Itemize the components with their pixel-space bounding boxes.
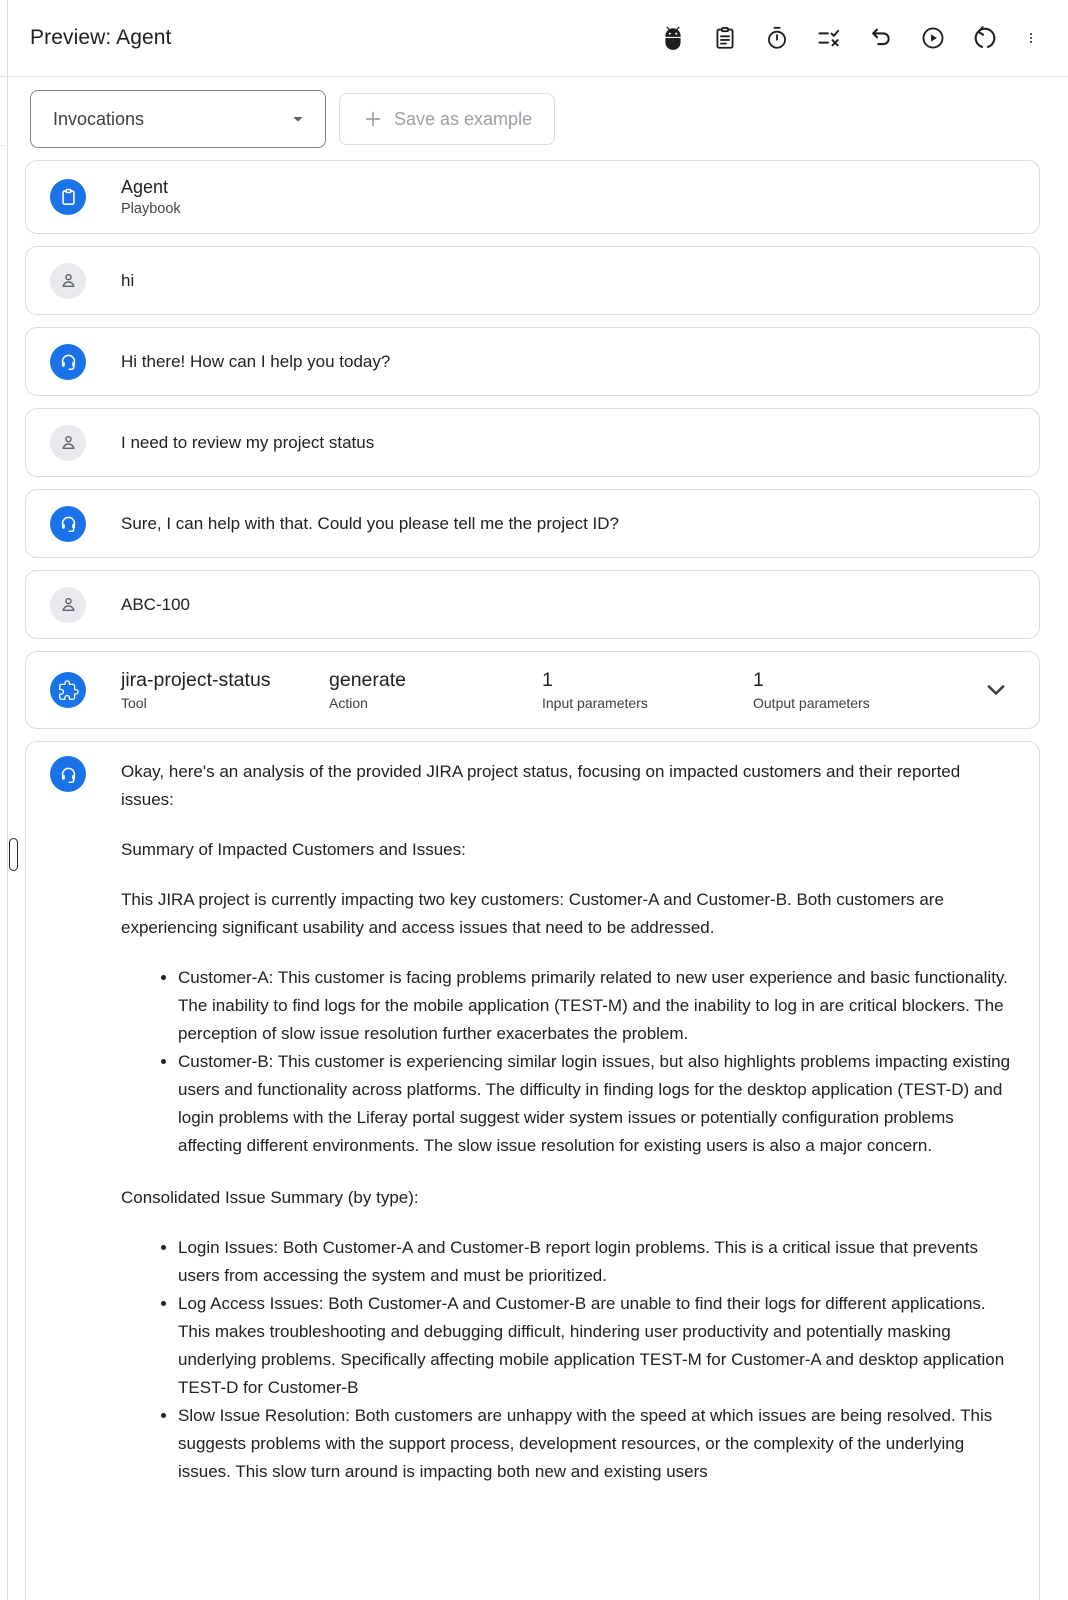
clipboard-icon: [58, 187, 79, 208]
timer-icon[interactable]: [764, 25, 790, 51]
customer-bullet-list: [121, 964, 1011, 1160]
play-circle-icon[interactable]: [920, 25, 946, 51]
response-summary-paragraph: This JIRA project is currently impacting two key customers: Customer-A and Customer-B. Both customers are experiencing significant usability and access issues that need to be addressed.: [121, 890, 944, 937]
message-text: I need to review my project status: [121, 432, 375, 452]
bullet-item: • Customer-B: This customer is experiencing similar login issues, but also highlights problems impacting existing users and functionality across platforms. The difficulty in finding logs for the desktop application (TEST-D) and login problems with the Liferay portal suggest wider system issues or potentially configuration problems affecting different environments. The slow issue resolution for existing users is also a major concern.: [178, 1048, 1011, 1160]
output-params-column: [753, 669, 870, 711]
user-message-card[interactable]: [25, 408, 1040, 477]
user-message-card[interactable]: [25, 570, 1040, 639]
agent-response-card[interactable]: [25, 741, 1040, 1600]
restart-icon[interactable]: [972, 25, 998, 51]
panel-resize-handle[interactable]: [9, 838, 18, 871]
tool-name-label: Tool: [121, 695, 147, 711]
tool-name-column: [121, 669, 329, 711]
output-params-count: 1: [753, 669, 764, 691]
agent-response-text: [121, 758, 1011, 1510]
action-name: generate: [329, 669, 406, 691]
panel-left-border: [7, 0, 8, 1600]
background-divider: [0, 145, 8, 146]
response-summary-heading: Summary of Impacted Customers and Issues:: [121, 840, 466, 859]
playbook-card[interactable]: [25, 160, 1040, 234]
save-as-example-button[interactable]: [339, 93, 555, 145]
message-text: ABC-100: [121, 594, 190, 614]
input-params-count: 1: [542, 669, 553, 691]
headset-icon: [58, 513, 79, 534]
plus-icon: [362, 108, 384, 130]
person-icon: [58, 594, 79, 615]
response-consolidated-heading: Consolidated Issue Summary (by type):: [121, 1188, 419, 1207]
message-text: Hi there! How can I help you today?: [121, 351, 391, 371]
chevron-down-icon[interactable]: [981, 675, 1011, 705]
headset-icon: [58, 351, 79, 372]
event-list-icon[interactable]: [712, 25, 738, 51]
page-title: Preview: Agent: [30, 26, 172, 49]
agent-message-card[interactable]: [25, 489, 1040, 558]
message-text: Sure, I can help with that. Could you please tell me the project ID?: [121, 513, 619, 533]
person-icon: [58, 432, 79, 453]
action-label: Action: [329, 695, 368, 711]
extension-puzzle-icon: [58, 680, 79, 701]
user-message-card[interactable]: [25, 246, 1040, 315]
headset-icon: [58, 764, 79, 785]
bullet-item: • Customer-A: This customer is facing problems primarily related to new user experience and basic functionality. The inability to find logs for the mobile application (TEST-M) and the inability to log in are critical blockers. The perception of slow issue resolution further exacerbates the problem.: [178, 964, 1011, 1048]
input-params-column: [542, 669, 753, 711]
preview-header: [0, 0, 1068, 77]
agent-avatar: [50, 506, 86, 542]
response-intro: Okay, here's an analysis of the provided JIRA project status, focusing on impacted customers and their reported issues:: [121, 762, 961, 809]
adb-android-icon[interactable]: [660, 25, 686, 51]
rule-checklist-icon[interactable]: [816, 25, 842, 51]
tool-columns: [121, 669, 1011, 711]
person-icon: [58, 270, 79, 291]
more-vert-icon[interactable]: [1024, 25, 1038, 51]
agent-avatar: [50, 344, 86, 380]
playbook-title: Agent: [121, 177, 169, 197]
agent-avatar: [50, 756, 86, 792]
agent-message-card[interactable]: [25, 327, 1040, 396]
tool-name: jira-project-status: [121, 669, 271, 691]
bullet-item: • Slow Issue Resolution: Both customers are unhappy with the speed at which issues are being resolved. This suggests problems with the support process, development resources, or the complexity of the underlying issues. This slow turn around is impacting both new and existing users: [178, 1402, 1011, 1486]
tool-avatar: [50, 672, 86, 708]
header-toolbar: [660, 25, 1038, 51]
preview-toolbar: [30, 90, 555, 148]
undo-icon[interactable]: [868, 25, 894, 51]
input-params-label: Input parameters: [542, 695, 648, 711]
user-avatar: [50, 425, 86, 461]
bullet-item: • Log Access Issues: Both Customer-A and Customer-B are unable to find their logs for different applications. This makes troubleshooting and debugging difficult, hindering user productivity and potentially masking underlying problems. Specifically affecting mobile application TEST-M for Customer-A and desktop application TEST-D for Customer-B: [178, 1290, 1011, 1402]
bullet-item: • Login Issues: Both Customer-A and Customer-B report login problems. This is a critical issue that prevents users from accessing the system and must be prioritized.: [178, 1234, 1011, 1290]
dropdown-arrow-icon: [287, 108, 309, 130]
issue-bullet-list: [121, 1234, 1011, 1486]
playbook-subtitle: Playbook: [121, 201, 181, 217]
invocations-select-value: Invocations: [53, 108, 145, 129]
invocations-select[interactable]: [30, 90, 326, 148]
action-column: [329, 669, 542, 711]
user-avatar: [50, 587, 86, 623]
message-text: hi: [121, 270, 135, 290]
conversation-list: [25, 160, 1040, 1600]
output-params-label: Output parameters: [753, 695, 870, 711]
tool-invocation-card[interactable]: [25, 651, 1040, 729]
user-avatar: [50, 263, 86, 299]
playbook-avatar: [50, 179, 86, 215]
save-as-example-label: Save as example: [394, 108, 533, 129]
